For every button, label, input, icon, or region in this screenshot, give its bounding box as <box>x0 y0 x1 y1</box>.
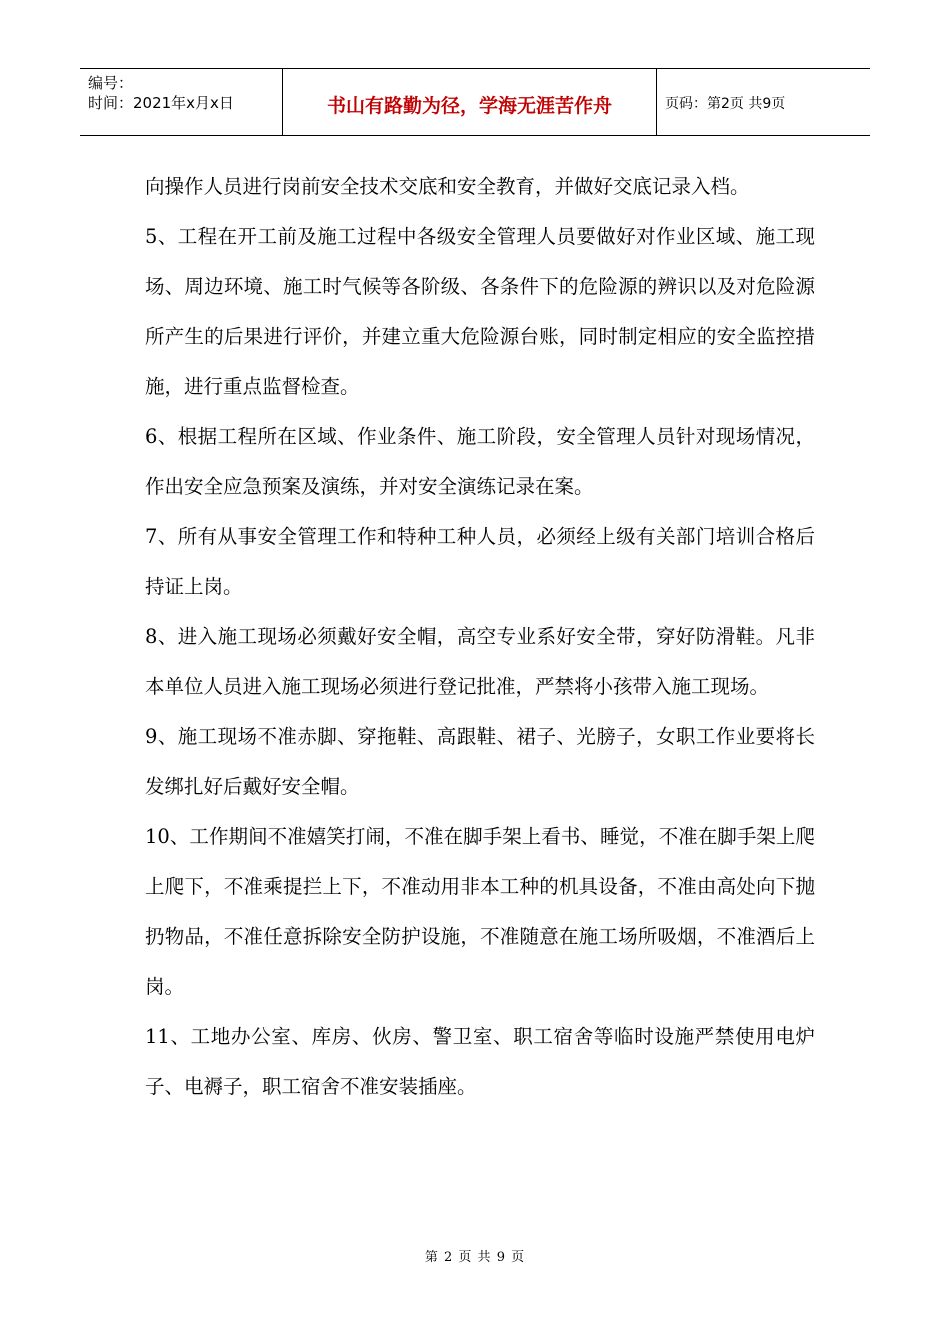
page-header <box>80 68 870 136</box>
header-meta <box>80 69 283 135</box>
document-body <box>145 162 815 1112</box>
paragraph: 6、根据工程所在区域、作业条件、施工阶段，安全管理人员针对现场情况，作出安全应急预案及演练，并对安全演练记录在案。 <box>145 425 815 498</box>
header-motto: 书山有路勤为径，学海无涯苦作舟 <box>283 69 657 135</box>
paragraph: 7、所有从事安全管理工作和特种工种人员，必须经上级有关部门培训合格后持证上岗。 <box>145 525 815 598</box>
paragraph: 5、工程在开工前及施工过程中各级安全管理人员要做好对作业区域、施工现场、周边环境、施工时气候等各阶级、各条件下的危险源的辨识以及对危险源所产生的后果进行评价，并建立重大危险源台账，同时制定相应的安全监控措施，进行重点监督检查。 <box>145 225 815 398</box>
page-footer: 第 2 页 共 9 页 <box>424 1250 526 1265</box>
paragraph: 向操作人员进行岗前安全技术交底和安全教育，并做好交底记录入档。 <box>145 175 750 198</box>
paragraph: 8、进入施工现场必须戴好安全帽，高空专业系好安全带，穿好防滑鞋。凡非本单位人员进入施工现场必须进行登记批准，严禁将小孩带入施工现场。 <box>145 625 815 698</box>
paragraph: 9、施工现场不准赤脚、穿拖鞋、高跟鞋、裙子、光膀子，女职工作业要将长发绑扎好后戴好安全帽。 <box>145 725 815 798</box>
document-number-label: 编号： <box>88 74 134 92</box>
document-time-label: 时间：2021年x月x日 <box>88 94 234 112</box>
paragraph: 10、工作期间不准嬉笑打闹，不准在脚手架上看书、睡觉，不准在脚手架上爬上爬下，不准乘提拦上下，不准动用非本工种的机具设备，不准由高处向下抛扔物品，不准任意拆除安全防护设施，不准随意在施工场所吸烟，不准酒后上岗。 <box>145 825 815 998</box>
paragraph: 11、工地办公室、库房、伙房、警卫室、职工宿舍等临时设施严禁使用电炉子、电褥子，职工宿舍不准安装插座。 <box>145 1025 815 1098</box>
header-page-code: 页码：第2页 共9页 <box>665 96 786 112</box>
